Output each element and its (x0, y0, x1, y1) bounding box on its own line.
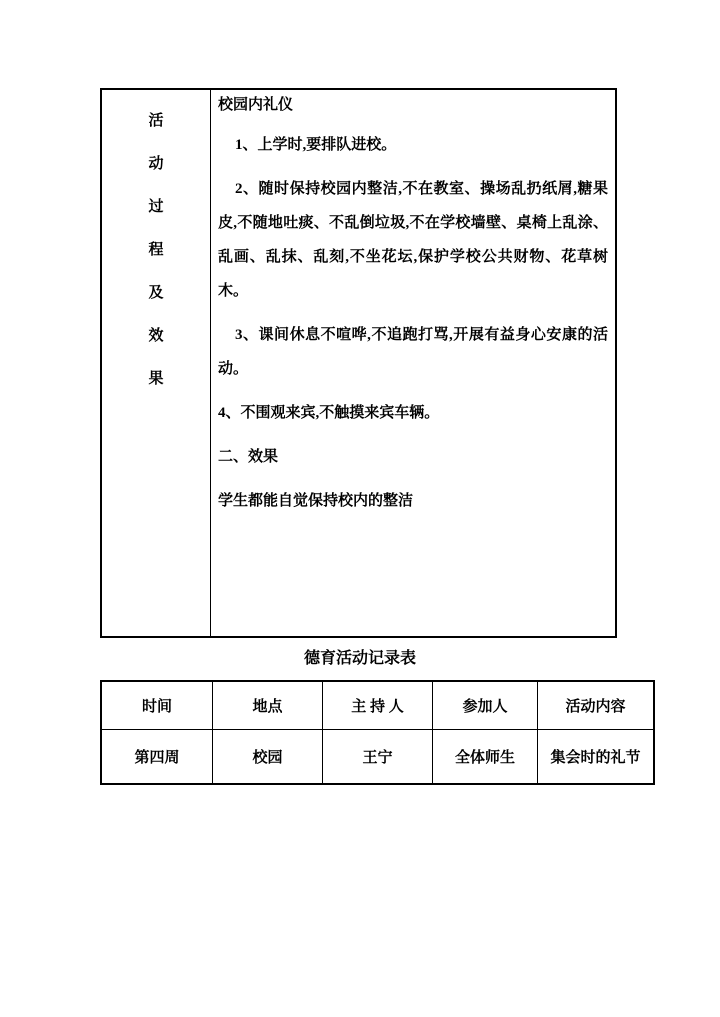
label-char: 效 (148, 328, 164, 344)
header-cell-host: 主 持 人 (323, 681, 433, 729)
data-cell-place: 校园 (213, 729, 323, 784)
label-char: 果 (148, 371, 164, 387)
header-cell-place: 地点 (213, 681, 323, 729)
label-char: 程 (148, 242, 164, 258)
data-cell-time: 第四周 (101, 729, 213, 784)
content-paragraph: 2、随时保持校园内整洁,不在教室、操场乱扔纸屑,糖果皮,不随地吐痰、不乱倒垃圾,不在学校墙壁、桌椅上乱涂、乱画、乱抹、乱刻,不坐花坛,保护学校公共财物、花草树木。 (218, 181, 608, 299)
record-table-data-row (101, 729, 654, 784)
content-paragraph: 4、不围观来宾,不触摸来宾车辆。 (218, 405, 440, 421)
label-char: 动 (148, 156, 164, 172)
data-cell-content: 集会时的礼节 (538, 729, 655, 784)
label-char: 及 (148, 285, 164, 301)
page-title: 德育活动记录表 (303, 650, 416, 667)
data-cell-participants: 全体师生 (433, 729, 538, 784)
label-char: 过 (148, 199, 164, 215)
record-table (100, 680, 655, 785)
activity-row-label-cell (101, 89, 211, 637)
content-heading: 校园内礼仪 (218, 97, 294, 113)
activity-process-table (100, 88, 617, 638)
content-paragraph: 3、课间休息不喧哗,不追跑打骂,开展有益身心安康的活动。 (218, 327, 608, 377)
data-cell-host: 王宁 (323, 729, 433, 784)
label-char: 活 (148, 113, 164, 129)
content-paragraph: 二、效果 (218, 449, 279, 465)
activity-process-row (101, 89, 616, 637)
header-cell-content: 活动内容 (538, 681, 655, 729)
activity-content-cell (211, 89, 617, 637)
content-paragraph: 学生都能自觉保持校内的整洁 (218, 493, 414, 509)
record-table-header-row (101, 681, 654, 729)
header-cell-time: 时间 (101, 681, 213, 729)
header-cell-participants: 参加人 (433, 681, 538, 729)
content-paragraph: 1、上学时,要排队进校。 (235, 137, 397, 153)
